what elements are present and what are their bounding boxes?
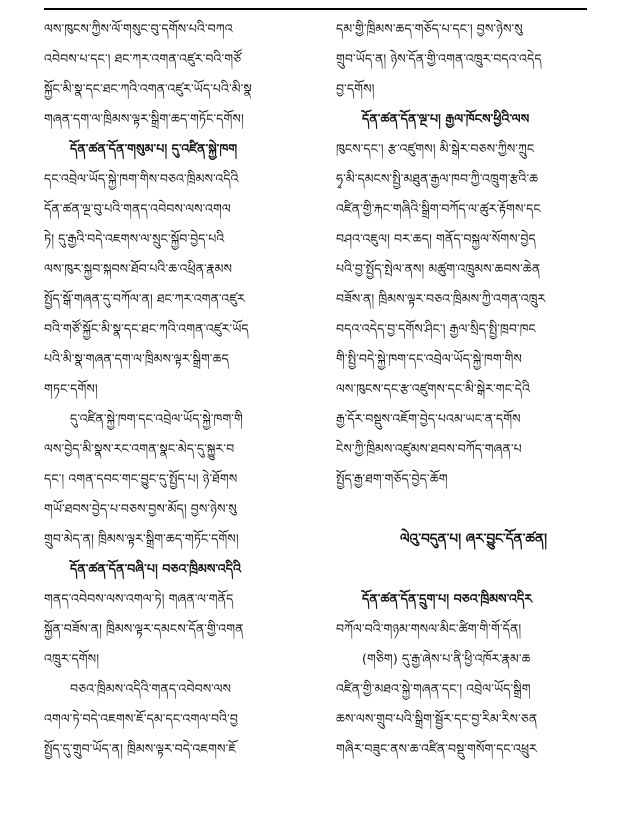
text-line: གཞིར་བཟུང་ནས་ཆ་འཛིན་བསྡུ་གསོག་དང་འཕྲུར: [336, 741, 538, 756]
text-line: འཁྲུར་དགོས།: [44, 651, 100, 666]
paragraph-start: བཅའ་ཁྲིམས་འདིའི་གནད་འབེབས་ལས: [70, 681, 232, 696]
text-line: སྤྱོད་དུ་གྲུབ་ཡོད་ན། ཁྲིམས་ལྟར་བདེ་འཇགས་ཇོ: [44, 741, 237, 756]
text-line: གཡོ་ཐབས་བྱེད་པ་བཅས་བྱས་མོད། བྱས་ཉེས་སུ: [44, 501, 237, 516]
spacer: [336, 494, 611, 524]
chapter-title: ལེའུ་བདུན་པ། ཞར་བྱུང་དོན་ཚན།: [399, 531, 548, 547]
text-line: ལས་ཁུར་སྐྱབ་སྐབས་ཐོབ་པའི་ཆ་འཕྲིན་རྣམས: [44, 261, 233, 276]
text-line: རྒྱ་དོར་བསྡུས་འཇོག་བྱེད་པའམ་ཡང་ན་དགོས: [336, 411, 521, 426]
text-line: འཛིན་གྱི་མཐའ་སྐྱེ་གཞན་དང་། འབྲེལ་ཡོད་སྒྲིག: [336, 681, 531, 696]
text-line: ངེས་ཀྱི་ཁྲིམས་འཛུམས་ཐབས་བཀོད་གཞན་པ: [336, 441, 522, 456]
text-line: གཏང་དགོས།: [44, 381, 98, 396]
text-line: ཏེ། དུ་རྒྱའི་བདེ་འཇགས་ལ་སྲུང་སྐྱོབ་བྱེད་པའི: [44, 231, 225, 246]
text-line: གནད་འབེབས་ལས་འགལ་ཏེ། གཞན་ལ་གནོད: [44, 591, 234, 606]
text-line: དམ་གྱི་ཁྲིམས་ཆད་གཅོད་པ་དང་། བྱས་ཉེས་སུ: [336, 21, 523, 36]
text-line: འགལ་ཏེ་བདེ་འཇགས་ཇོ་དམ་དང་འགལ་བའི་བྱ: [44, 711, 238, 726]
text-line: སྐྱོང་མི་སྣ་དང་ཐང་ཀའི་འགན་འཛུར་ཡོད་པའི་མི་སྣ: [44, 81, 252, 96]
text-line: ལས་ཁུངས་དང་རྩ་འཛུགས་དང་མི་སྒེར་གང་དེའི: [336, 381, 531, 396]
text-line: དོན་ཚན་ལྔ་བུ་པའི་གནད་འབེབས་ལས་འགལ: [44, 201, 231, 216]
text-line: ལས་བྱེད་མི་སྣས་རང་འགན་སྣང་མེད་དུ་སྐྱུར་བ: [44, 441, 235, 456]
paragraph-start: དུ་འཛིན་སྐྱེ་ཁག་དང་འབྲེལ་ཡོད་སྐྱེ་ཁག་གི: [70, 411, 243, 426]
text-line: གི་སྤྱི་བདེ་སྐྱེ་ཁག་དང་འབྲེལ་ཡོད་སྐྱེ་ཁག་གིས: [336, 351, 522, 366]
text-line: ཆས་ལས་གྲུབ་པའི་སྒྲིག་སྦྱོར་དང་བྱ་རིམ་རིས་ཅན: [336, 711, 538, 726]
text-line: ཧྭ་མི་དམངས་སྤྱི་མཐུན་རྒྱལ་ཁབ་ཀྱི་འཁྲུག་རྩའི་ཆ: [336, 171, 539, 186]
text-line: བཀོལ་བའི་གཉམ་གསལ་མིང་ཚིག་གི་གོ་དོན།: [336, 621, 522, 636]
text-line: འཛིན་གྱི་རྐང་གཞིའི་སྒྲིག་བཀོད་ལ་ཚུར་རྟོགས་དང: [336, 201, 541, 216]
text-line: བཟོས་ན། ཁྲིམས་ལྟར་བཅའ་ཁྲིམས་ཀྱི་འགན་འཁྲུར: [336, 291, 546, 306]
text-line: སྤྱོད་སྒོ་གཞན་དུ་བཀོལ་ན། ཐང་ཀར་འགན་འཛུར: [44, 291, 245, 306]
text-line: བྱ་དགོས།: [336, 81, 375, 96]
top-rule: [44, 8, 587, 10]
left-column: [44, 14, 319, 764]
text-line: སྤྱོད་རྒྱ་ཐག་གཅོད་བྱེད་ཆོག: [336, 471, 448, 486]
text-line: བཤའ་འཇུལ། བར་ཆད། གནོད་བསྐྱལ་སོགས་བྱེད: [336, 231, 536, 246]
text-line: ཁུངས་དང་། རྩ་འཛུགས། མི་སྒེར་བཅས་ཀྱིས་ཀྲུང: [336, 141, 535, 156]
text-line: དང་། འགན་དབང་གང་བྱུང་དུ་སྤྱོད་པ། ཉེ་ཐོགས: [44, 471, 238, 486]
text-line: བདའ་འདེད་བྱ་དགོས་ཤིང་། རྒྱལ་སྲིད་སྤྱི་ཁྲབ་ཁང: [336, 321, 536, 336]
text-line: སྐྱོན་བཟོས་ན། ཁྲིམས་ལྟར་དམངས་དོན་གྱི་འགན: [44, 621, 244, 636]
text-line: གྲུབ་ཡོད་ན། ཉེས་དོན་གྱི་འགན་འཁྲུར་བདའ་འདེད: [336, 51, 542, 66]
article-heading: དོན་ཚན་དོན་བཞི་པ། བཅའ་ཁྲིམས་འདིའི: [70, 561, 242, 576]
spacer: [336, 554, 611, 584]
right-column: [336, 14, 611, 764]
article-heading: དོན་ཚན་དོན་དྲུག་པ། བཅའ་ཁྲིམས་འདིར: [362, 591, 533, 606]
text-line: པའི་བྱ་སྤྱོད་སྤེལ་ནས། མཚུག་འཁྲུམས་ཆབས་ཆེན: [336, 261, 541, 276]
text-line: པའི་མི་སྣ་གཞན་དག་ལ་ཁྲིམས་ལྟར་སྒྲིག་ཆད: [44, 351, 229, 366]
text-line: ལས་ཁུངས་ཀྱིས་ལོ་གསུང་བུ་དགོས་པའི་བཀའ: [44, 21, 233, 36]
text-line: འབེབས་པ་དང་། ཐང་ཀར་འགན་འཛུར་བའི་གཙོ: [44, 51, 242, 66]
text-line: བའི་གཙོ་སྐྱོང་མི་སྣ་དང་ཐང་ཀའི་འགན་འཛུར་ཡོད: [44, 321, 249, 336]
text-line: གྲུབ་མེད་ན། ཁྲིམས་ལྟར་སྒྲིག་ཆད་གཏོང་དགོས།: [44, 531, 239, 546]
article-heading: དོན་ཚན་དོན་ལྔ་པ། རྒྱལ་ཁོངས་ཕྱིའི་ལས: [362, 111, 530, 126]
text-line: དང་འབྲེལ་ཡོད་སྐྱེ་ཁག་གིས་བཅའ་ཁྲིམས་འདིའི: [44, 171, 239, 186]
text-line: གཞན་དག་ལ་ཁྲིམས་ལྟར་སྒྲིག་ཆད་གཏོང་དགོས།: [44, 111, 244, 126]
article-heading: དོན་ཚན་དོན་གསུམ་པ། དུ་འཛིན་སྐྱེ་ཁག: [70, 141, 238, 156]
paragraph-start: (གཅིག) དུ་རྒྱ་ཞེས་པ་ནི་ཕྱི་འཁོར་རྣམ་ཆ: [362, 651, 531, 666]
